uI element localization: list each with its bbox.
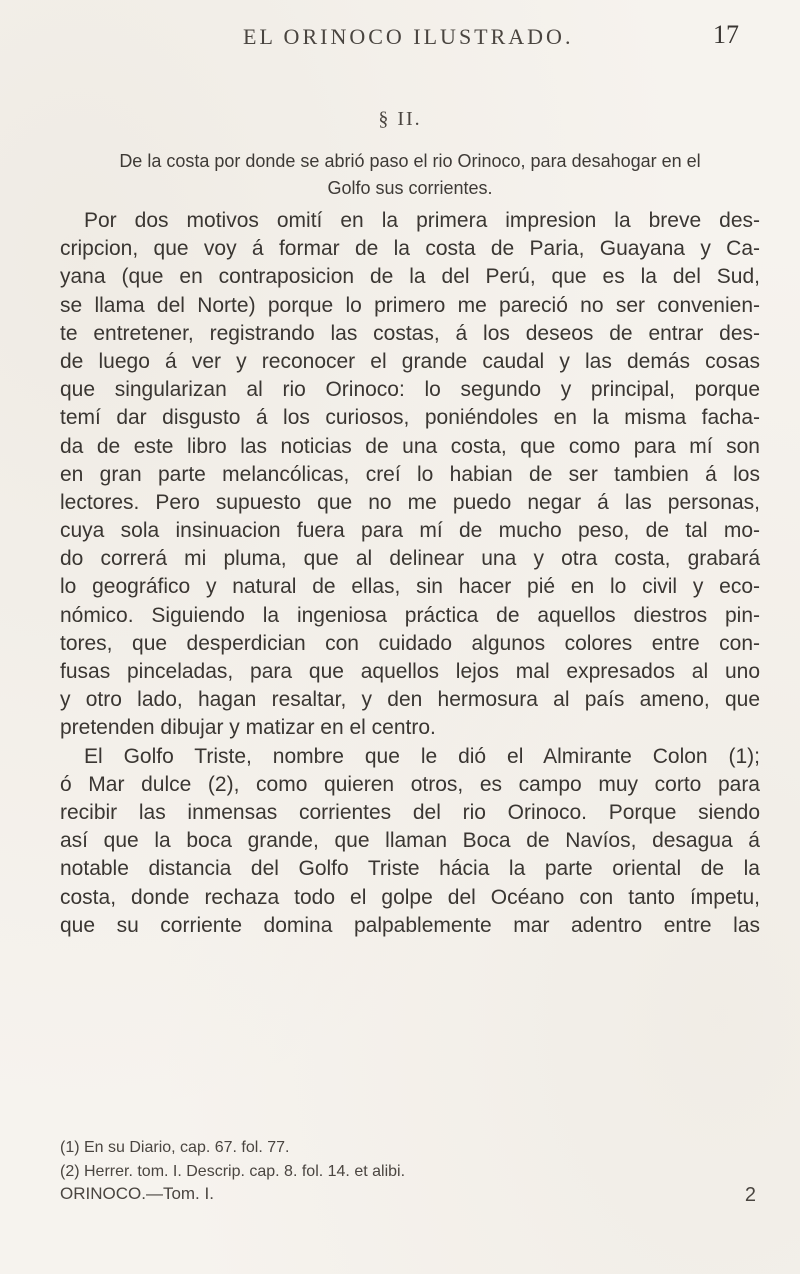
- subtitle-line: Golfo sus corrientes.: [327, 178, 493, 198]
- footnote: (1) En su Diario, cap. 67. fol. 77.: [60, 1139, 290, 1156]
- text-line: tores, que desperdician con cuidado algunos colores entre con-: [60, 631, 760, 655]
- text-line: que su corriente domina palpablemente mar adentro entre las: [60, 913, 760, 937]
- running-head: [215, 18, 739, 58]
- text-line: en gran parte melancólicas, creí lo habian de ser tambien á los: [60, 462, 760, 486]
- text-line: se llama del Norte) porque lo primero me pareció no ser convenien-: [60, 293, 760, 317]
- text-line: do correrá mi pluma, que al delinear una y otra costa, grabará: [60, 547, 760, 571]
- printer-signature: ORINOCO.—Tom. I.: [60, 1184, 214, 1203]
- body-text: [60, 207, 760, 940]
- text-line: lo geográfico y natural de ellas, sin hacer pié en lo civil y eco-: [60, 575, 760, 599]
- footnotes: [60, 1136, 760, 1184]
- text-line: te entretener, registrando las costas, á los deseos de entrar des-: [60, 321, 760, 345]
- text-line: costa, donde rechaza todo el golpe del Océano con tanto ímpetu,: [60, 885, 760, 909]
- text-line: fusas pinceladas, para que aquellos lejos mal expresados al uno: [60, 660, 760, 683]
- section-subtitle: [60, 148, 760, 202]
- footnote: (2) Herrer. tom. I. Descrip. cap. 8. fol. 14. et alibi.: [60, 1163, 406, 1180]
- subtitle-line: De la costa por donde se abrió paso el rio Orinoco, para desahogar en el: [119, 151, 701, 171]
- text-line: y otro lado, hagan resaltar, y den hermosura al país ameno, que: [60, 688, 760, 712]
- text-line: El Golfo Triste, nombre que le dió el Almirante Colon (1);: [84, 744, 760, 768]
- signature-line: [60, 1184, 760, 1210]
- text-line: yana (que en contraposicion de la del Perú, que es la del Sud,: [60, 265, 760, 289]
- text-line: que singularizan al rio Orinoco: lo segundo y principal, porque: [60, 378, 760, 402]
- signature-mark: 2: [744, 1184, 756, 1206]
- section-mark: § II.: [378, 108, 422, 130]
- text-line: Por dos motivos omití en la primera impresion la breve des-: [84, 209, 760, 232]
- text-line: ó Mar dulce (2), como quieren otros, es campo muy corto para: [60, 772, 760, 796]
- text-line: temí dar disgusto á los curiosos, poniéndoles en la misma facha-: [60, 406, 760, 430]
- text-line: notable distancia del Golfo Triste hácia la parte oriental de la: [60, 857, 760, 881]
- text-line: cripcion, que voy á formar de la costa de Paria, Guayana y Ca-: [60, 237, 760, 261]
- text-line: así que la boca grande, que llaman Boca de Navíos, desagua á: [60, 829, 760, 853]
- text-line: da de este libro las noticias de una costa, que como para mí son: [60, 434, 760, 458]
- text-line: de luego á ver y reconocer el grande caudal y las demás cosas: [60, 349, 760, 373]
- text-line: pretenden dibujar y matizar en el centro.: [60, 716, 436, 740]
- text-line: recibir las inmensas corrientes del rio Orinoco. Porque siendo: [60, 800, 760, 824]
- text-line: lectores. Pero supuesto que no me puedo negar á las personas,: [60, 490, 760, 514]
- page-number: 17: [713, 20, 739, 49]
- running-title: EL ORINOCO ILUSTRADO.: [243, 24, 574, 49]
- text-line: cuya sola insinuacion fuera para mí de mucho peso, de tal mo-: [60, 519, 760, 543]
- text-line: nómico. Siguiendo la ingeniosa práctica de aquellos diestros pin-: [60, 603, 760, 627]
